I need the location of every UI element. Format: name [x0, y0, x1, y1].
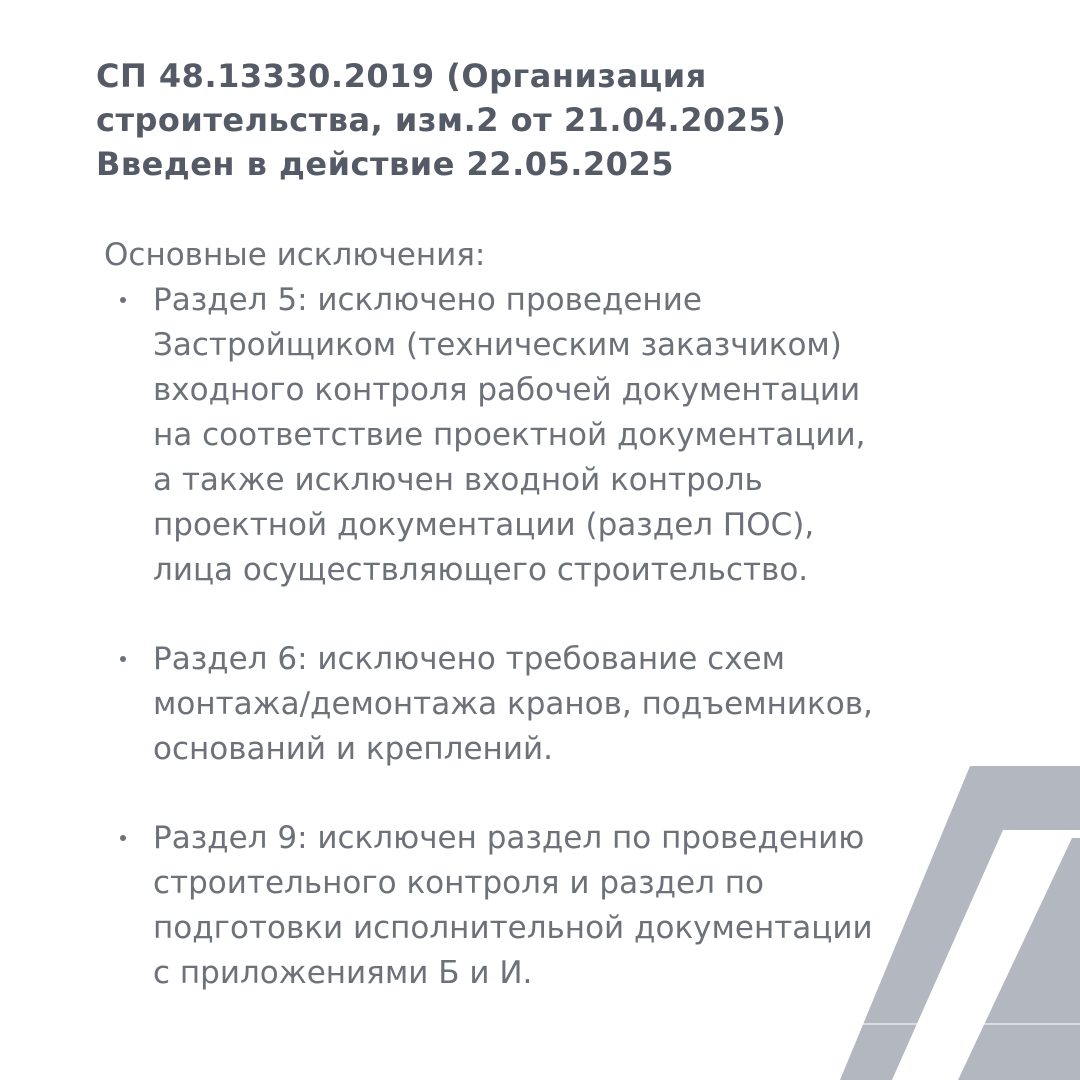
page-title — [96, 54, 996, 186]
list-item-line: с приложениями Б и И. — [153, 955, 533, 991]
list-item-line: Раздел 6: исключено требование схем — [153, 641, 786, 677]
page-title-line-3: Введен в действие 22.05.2025 — [96, 145, 674, 183]
page-title-line-2: строительства, изм.2 от 21.04.2025) — [96, 101, 787, 139]
list-item-line: Застройщиком (техническим заказчиком) — [153, 327, 842, 363]
list-item-line: входного контроля рабочей документации — [153, 372, 861, 408]
list-item-section-6 — [104, 637, 964, 772]
list-item-line: подготовки исполнительной документации — [153, 910, 873, 946]
list-item-line: проектной документации (раздел ПОС), — [153, 507, 815, 543]
list-item-line: на соответствие проектной документации, — [153, 417, 866, 453]
list-item-line: Раздел 5: исключено проведение — [153, 282, 702, 318]
bullet-dot-icon — [120, 297, 126, 303]
list-item-section-9 — [104, 816, 964, 996]
list-item-line: строительного контроля и раздел по — [153, 865, 764, 901]
intro-heading: Основные исключения: — [104, 237, 486, 273]
list-item-line: лица осуществляющего строительство. — [153, 552, 809, 588]
bullet-dot-icon — [120, 656, 126, 662]
list-item-line: а также исключен входной контроль — [153, 462, 763, 498]
list-item-section-5 — [104, 278, 964, 593]
exceptions-list — [104, 278, 964, 1040]
bullet-dot-icon — [120, 835, 126, 841]
list-item-line: Раздел 9: исключен раздел по проведению — [153, 820, 865, 856]
list-item-line: оснований и креплений. — [153, 731, 553, 767]
page-title-line-1: СП 48.13330.2019 (Организация — [96, 57, 707, 95]
list-item-line: монтажа/демонтажа кранов, подъемников, — [153, 686, 873, 722]
